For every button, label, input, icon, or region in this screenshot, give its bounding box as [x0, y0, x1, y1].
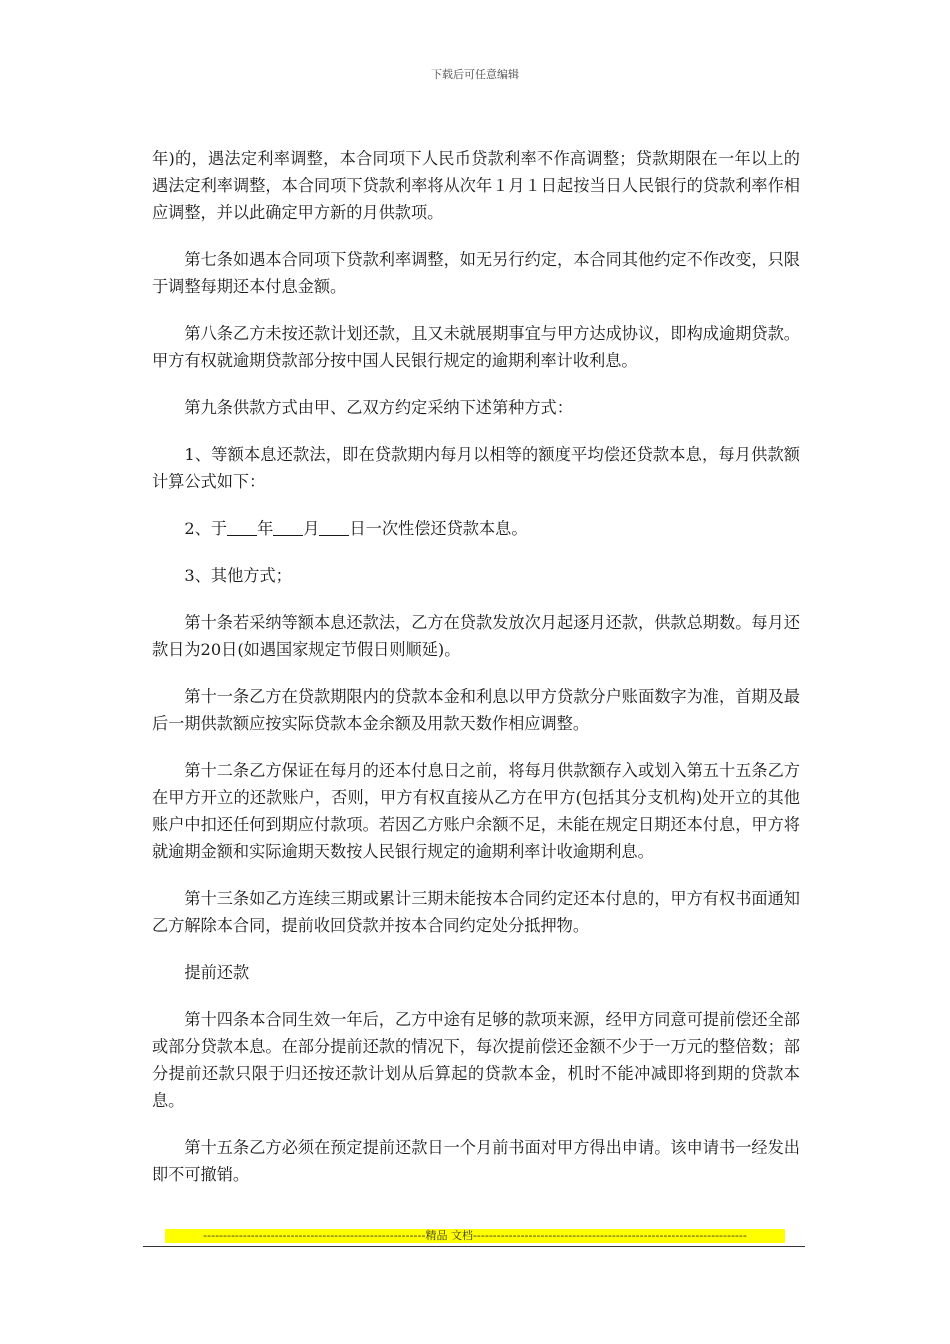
- month-blank: [273, 519, 303, 536]
- paragraph-continuation: 年)的，遇法定利率调整，本合同项下人民币贷款利率不作高调整；贷款期限在一年以上的遇法定利率调整，本合同项下贷款利率将从次年１月１日起按当日人民银行的贷款利率作相应调整，并以此确定甲方新的月供款项。: [152, 149, 800, 222]
- paragraph-article-12: 第十二条乙方保证在每月的还本付息日之前，将每月供款额存入或划入第五十五条乙方在甲方开立的还款账户，否则，甲方有权直接从乙方在甲方(包括其分支机构)处开立的其他账户中扣还任何到期应付款项。若因乙方账户余额不足，未能在规定日期还本付息，甲方将就逾期金额和实际逾期天数按人民银行规定的逾期利率计收逾期利息。: [152, 761, 800, 861]
- paragraph-option-1: 1、等额本息还款法，即在贷款期内每月以相等的额度平均偿还贷款本息，每月供款额计算公式如下：: [152, 445, 800, 491]
- paragraph-article-9: 第九条供款方式由甲、乙双方约定采纳下述第种方式：: [184, 398, 573, 417]
- paragraph-article-15: 第十五条乙方必须在预定提前还款日一个月前书面对甲方得出申请。该申请书一经发出即不可撤销。: [152, 1138, 800, 1184]
- footer-divider: [143, 1246, 805, 1247]
- day-blank: [319, 519, 349, 536]
- paragraph-article-11: 第十一条乙方在贷款期限内的贷款本金和利息以甲方贷款分户账面数字为准，首期及最后一期供款额应按实际贷款本金余额及用款天数作相应调整。: [152, 687, 800, 733]
- paragraph-article-14: 第十四条本合同生效一年后，乙方中途有足够的款项来源，经甲方同意可提前偿还全部或部分贷款本息。在部分提前还款的情况下，每次提前偿还金额不少于一万元的整倍数；部分提前还款只限于归还按还款计划从后算起的贷款本金，机时不能冲减即将到期的贷款本息。: [152, 1010, 800, 1110]
- paragraph-option-3: 3、其他方式；: [184, 566, 292, 585]
- paragraph-option-2: [152, 515, 800, 542]
- option-2-prefix: 2、于: [184, 519, 228, 538]
- paragraph-article-10: 第十条若采纳等额本息还款法，乙方在贷款发放次月起逐月还款，供款总期数。每月还款日为20日(如遇国家规定节假日则顺延)。: [152, 613, 800, 659]
- paragraph-article-7: 第七条如遇本合同项下贷款利率调整，如无另行约定，本合同其他约定不作改变，只限于调整每期还本付息金额。: [152, 250, 800, 296]
- page-header-note: 下载后可任意编辑: [431, 68, 519, 81]
- option-2-year-label: 年: [257, 519, 274, 538]
- section-heading-prepayment: 提前还款: [184, 963, 250, 982]
- document-body: [152, 145, 800, 1208]
- paragraph-article-8: 第八条乙方未按还款计划还款，且又未就展期事宜与甲方达成协议，即构成逾期贷款。甲方有权就逾期贷款部分按中国人民银行规定的逾期利率计收利息。: [152, 324, 800, 370]
- footer-banner: --------------------------------------------------------精品 文档---------------------------------------------------------------------: [165, 1229, 785, 1243]
- paragraph-article-13: 第十三条如乙方连续三期或累计三期未能按本合同约定还本付息的，甲方有权书面通知乙方解除本合同，提前收回贷款并按本合同约定处分抵押物。: [152, 889, 800, 935]
- option-2-month-label: 月: [303, 519, 320, 538]
- year-blank: [227, 519, 257, 536]
- option-2-suffix: 日一次性偿还贷款本息。: [349, 519, 528, 538]
